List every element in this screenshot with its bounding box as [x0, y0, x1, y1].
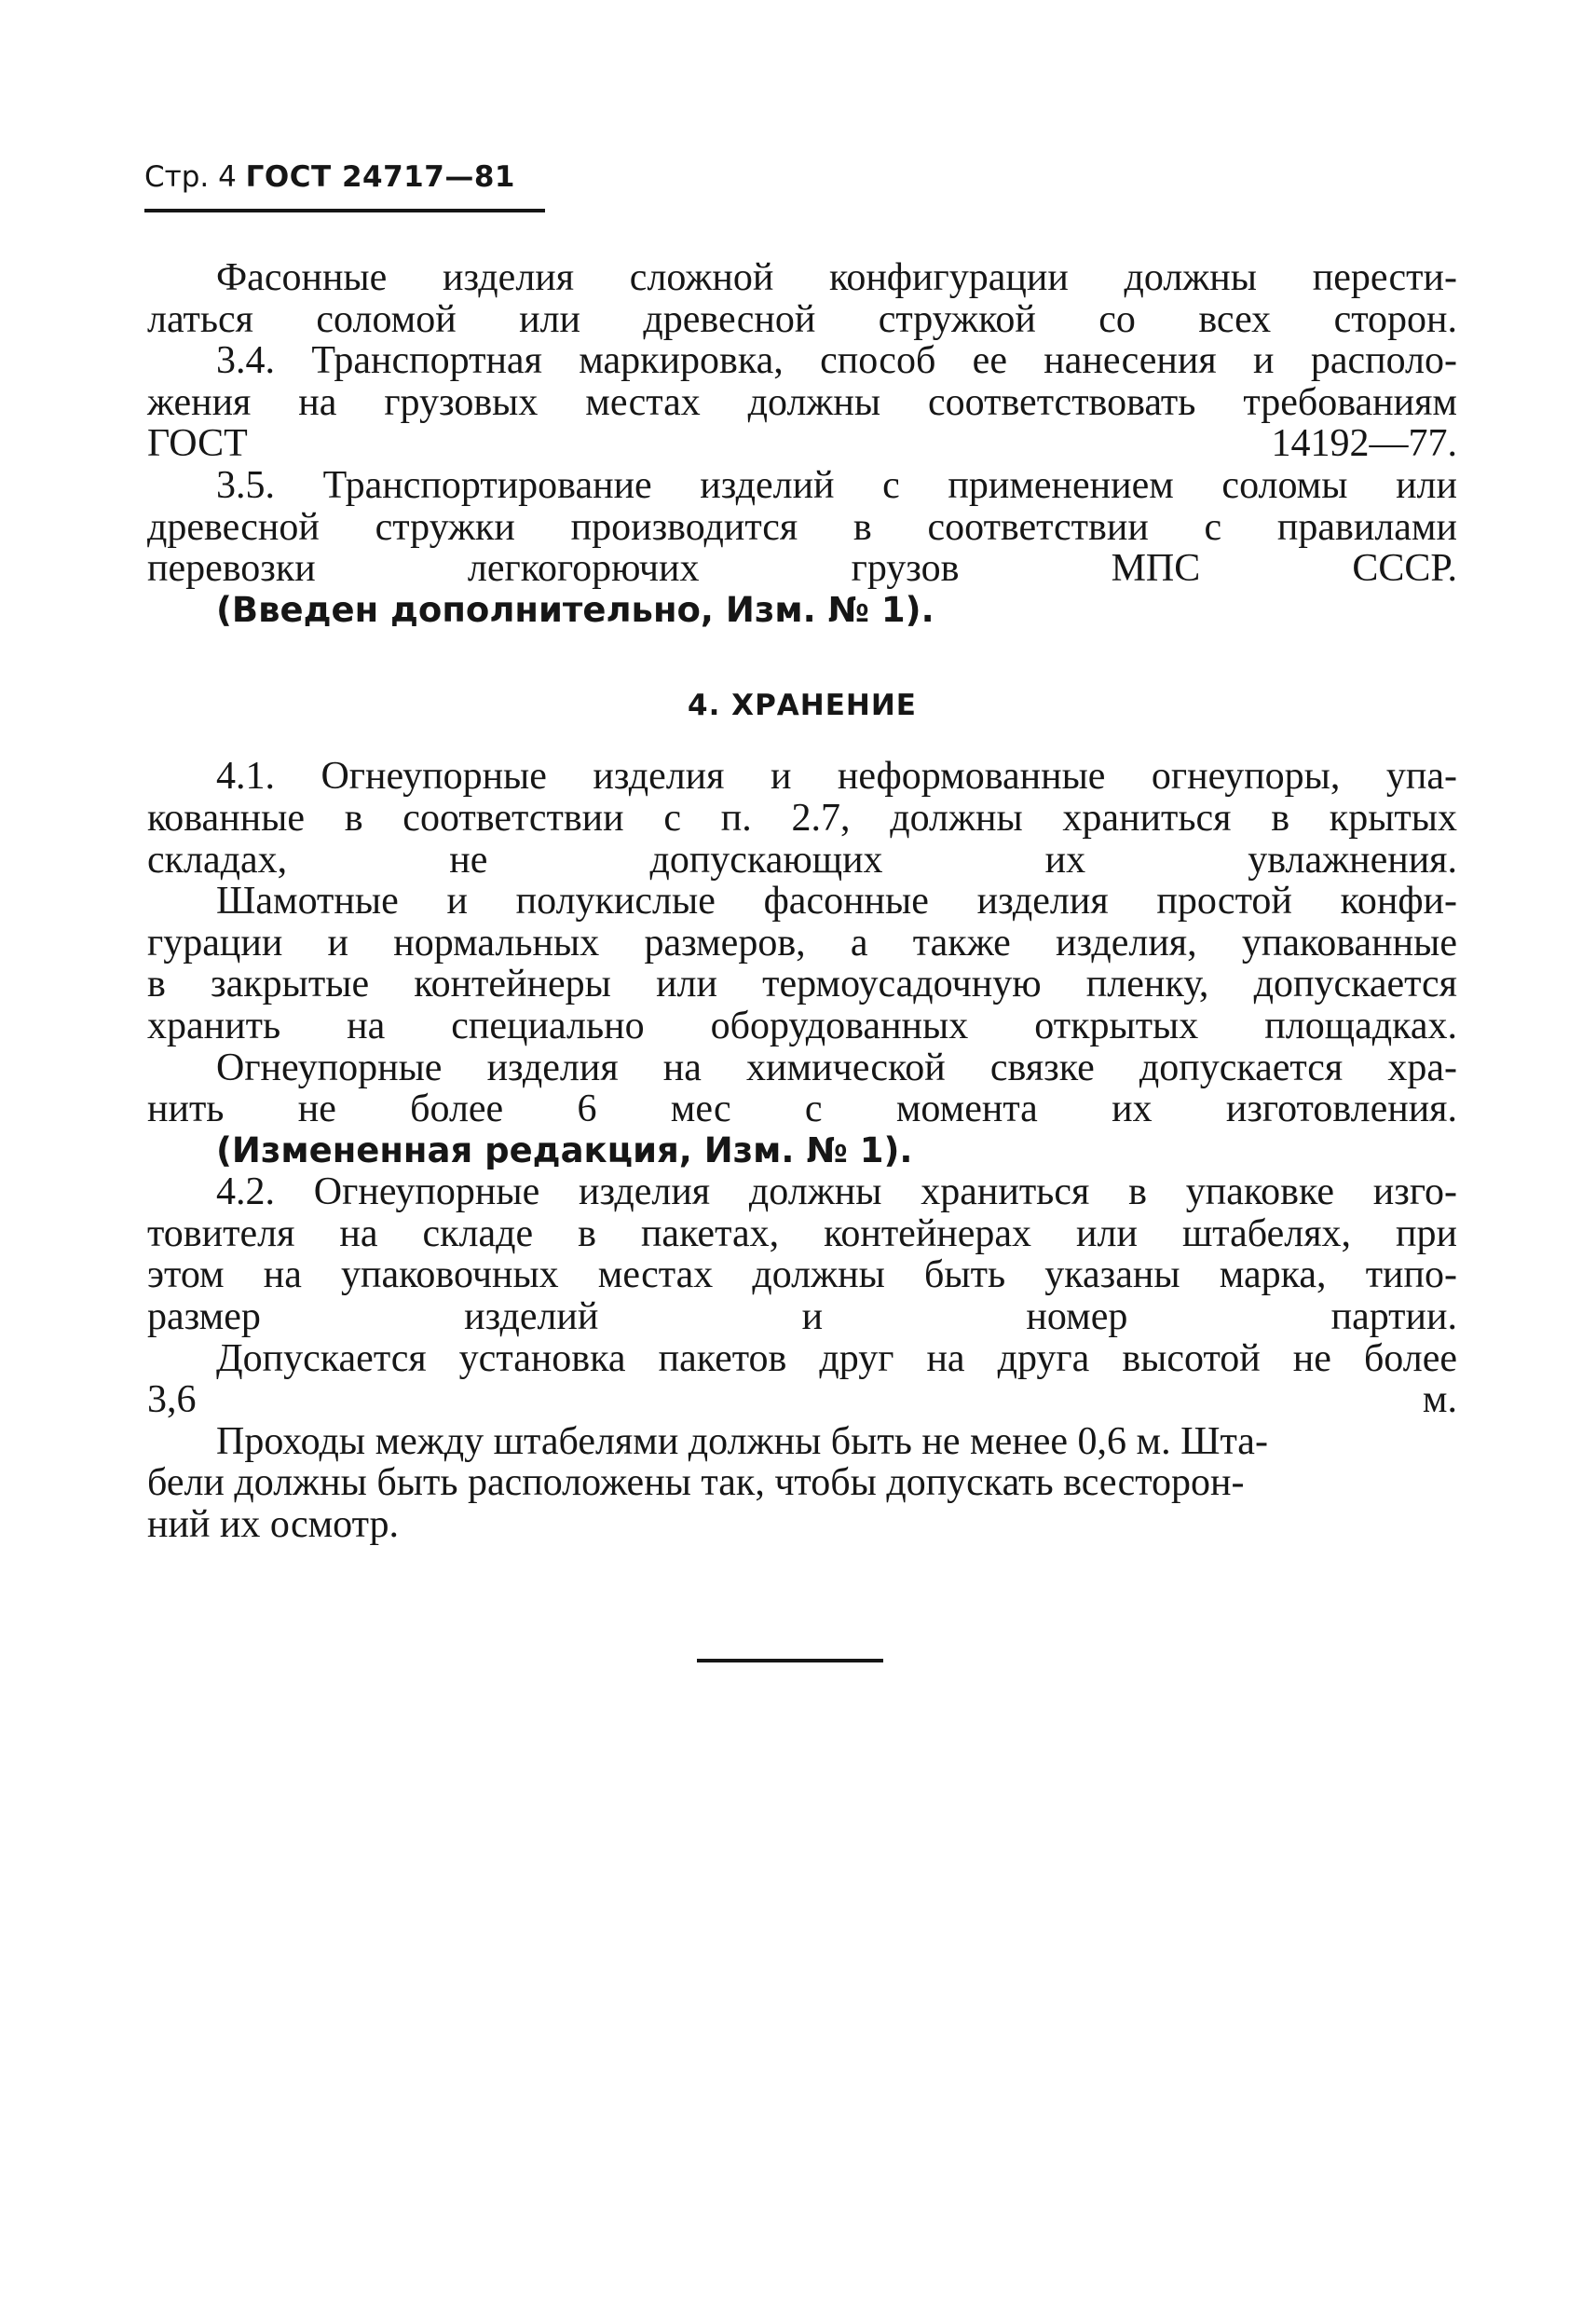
- text-line: 4.1. Огнеупорные изделия и неформованные огнеупоры, упа-: [216, 755, 1457, 799]
- text-line: складах, не допускающих их увлажнения.: [147, 838, 1457, 882]
- text-line: 3,6 м.: [147, 1378, 1457, 1422]
- text-line: перевозки легкогорючих грузов МПС СССР.: [147, 547, 1457, 591]
- text-line: размер изделий и номер партии.: [147, 1295, 1457, 1339]
- text-line: гурации и нормальных размеров, а также изделия, упакованные: [147, 921, 1457, 964]
- text-line: латься соломой или древесной стружкой со всех сторон.: [147, 297, 1457, 341]
- text-line: Шамотные и полукислые фасонные изделия простой конфи-: [216, 880, 1457, 923]
- amendment-note-added: (Введен дополнительно, Изм. № 1).: [216, 589, 934, 630]
- paragraph-3-4-transport-marking: [147, 340, 1457, 465]
- header-rule: [144, 209, 545, 212]
- paragraph-chemical-bond-storage-time: [147, 1047, 1457, 1130]
- text-line: 4.2. Огнеупорные изделия должны храниться в упаковке изго-: [216, 1170, 1457, 1214]
- text-line: Допускается установка пакетов друг на друга высотой не более: [216, 1336, 1457, 1380]
- paragraph-shaped-products-packing: [147, 257, 1457, 340]
- text-line: жения на грузовых местах должны соответствовать требованиям: [147, 380, 1457, 424]
- text-line: ГОСТ 14192—77.: [147, 422, 1457, 466]
- text-line: ний их осмотр.: [147, 1503, 399, 1547]
- end-rule: [697, 1659, 883, 1662]
- page-header: [144, 158, 515, 196]
- section-heading-storage: 4. ХРАНЕНИЕ: [688, 689, 917, 723]
- paragraph-stacking-height: [147, 1338, 1457, 1421]
- paragraph-open-area-storage: [147, 881, 1457, 1047]
- paragraph-3-5-transportation: [147, 465, 1457, 590]
- amendment-note-revised: (Измененная редакция, Изм. № 1).: [216, 1129, 913, 1170]
- text-line: бели должны быть расположены так, чтобы допускать всесторон-: [147, 1461, 1245, 1505]
- paragraph-aisles-between-stacks: [147, 1421, 1457, 1546]
- document-body: [147, 257, 1457, 1546]
- paragraph-4-2-warehouse-storage: [147, 1171, 1457, 1337]
- paragraph-4-1-storage-conditions: [147, 756, 1457, 881]
- text-line: 3.5. Транспортирование изделий с применением соломы или: [216, 463, 1457, 507]
- text-line: древесной стружки производится в соответствии с правилами: [147, 505, 1457, 549]
- text-line: 3.4. Транспортная маркировка, способ ее нанесения и располо-: [216, 339, 1457, 383]
- text-line: нить не более 6 мес с момента их изготовления.: [147, 1088, 1457, 1131]
- text-line: кованные в соответствии с п. 2.7, должны храниться в крытых: [147, 796, 1457, 840]
- text-line: товителя на складе в пакетах, контейнерах или штабелях, при: [147, 1211, 1457, 1255]
- page-number-label: Стр. 4: [144, 160, 237, 194]
- standard-code: ГОСТ 24717—81: [245, 160, 515, 194]
- text-line: в закрытые контейнеры или термоусадочную пленку, допускается: [147, 963, 1457, 1006]
- text-line: этом на упаковочных местах должны быть указаны марка, типо-: [147, 1253, 1457, 1297]
- text-line: хранить на специально оборудованных открытых площадках.: [147, 1004, 1457, 1047]
- text-line: Огнеупорные изделия на химической связке допускается хра-: [216, 1046, 1457, 1089]
- text-line: Проходы между штабелями должны быть не менее 0,6 м. Шта-: [216, 1419, 1268, 1463]
- text-line: Фасонные изделия сложной конфигурации должны перести-: [216, 256, 1457, 299]
